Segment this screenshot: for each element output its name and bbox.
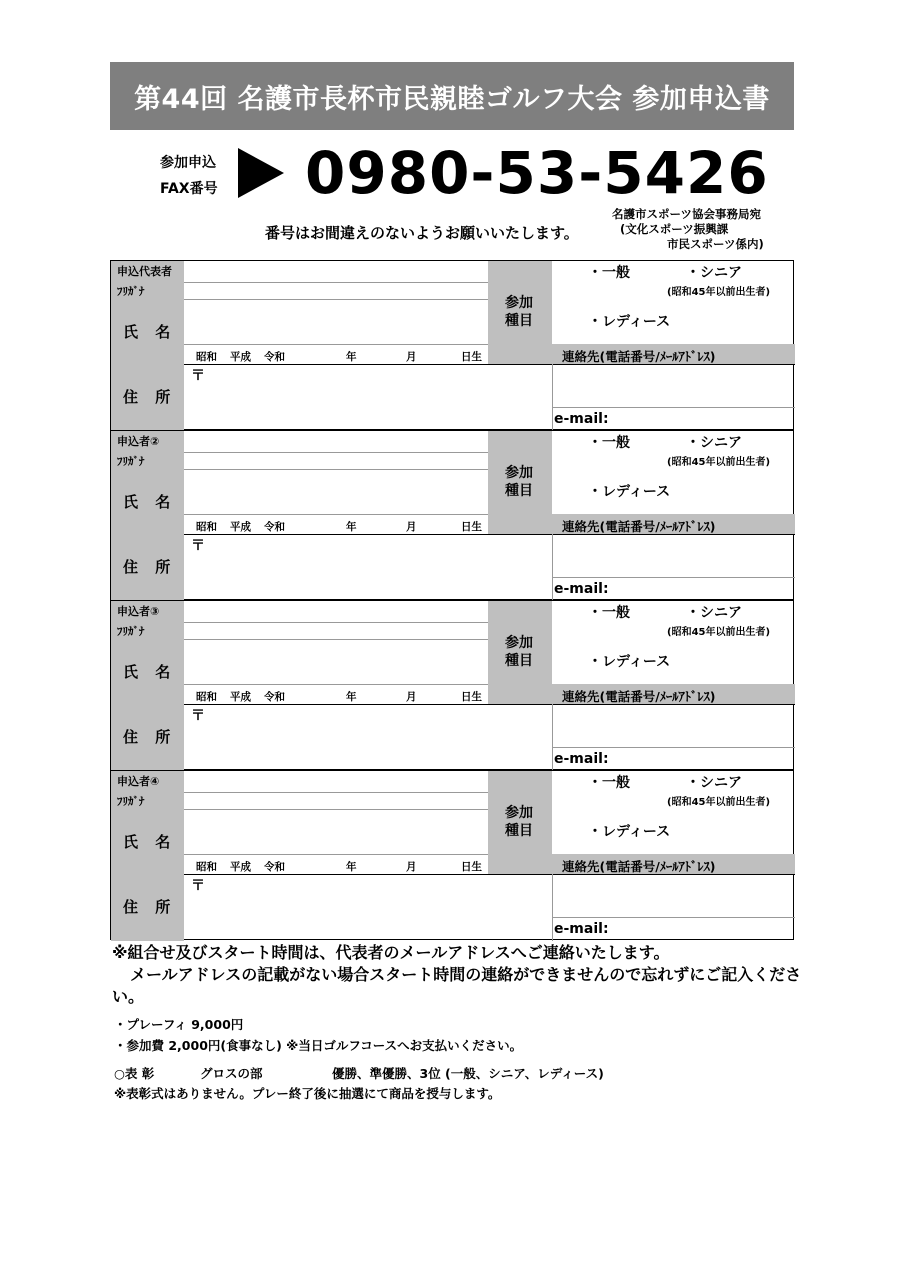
fee-play: ・プレーフィ 9,000円 <box>114 1017 244 1032</box>
birth-day-label: 日生 <box>461 861 482 873</box>
contact-label: 連絡先(電話番号/ﾒｰﾙｱﾄﾞﾚｽ) <box>552 344 795 364</box>
office-line1: 名護市スポーツ協会事務局宛 <box>612 207 762 221</box>
senior-note: (昭和45年以前出生者) <box>667 797 771 808</box>
year-label: 年 <box>346 351 357 363</box>
category-options <box>552 601 795 684</box>
era-reiwa[interactable]: 令和 <box>264 521 285 533</box>
category-options <box>552 771 795 854</box>
postal-mark: 〒 <box>191 708 205 724</box>
header-field[interactable] <box>184 601 488 622</box>
senior-note: (昭和45年以前出生者) <box>667 457 771 468</box>
email-field[interactable]: e-mail: <box>552 577 795 601</box>
category-options <box>552 431 795 514</box>
name-label: 氏 名 <box>111 469 184 534</box>
option-senior[interactable]: ・シニア <box>686 775 742 791</box>
era-reiwa[interactable]: 令和 <box>264 861 285 873</box>
option-general[interactable]: ・一般 <box>588 265 630 281</box>
postal-mark: 〒 <box>191 368 205 384</box>
category-label <box>488 601 552 704</box>
category-label-line1: 参加 <box>505 295 533 311</box>
office-address <box>612 207 764 252</box>
furigana-label: ﾌﾘｶﾞﾅ <box>111 452 184 469</box>
name-field[interactable] <box>184 809 488 854</box>
year-label: 年 <box>346 691 357 703</box>
era-reiwa[interactable]: 令和 <box>264 351 285 363</box>
option-senior[interactable]: ・シニア <box>686 605 742 621</box>
applicant-header: 申込代表者 <box>111 261 184 282</box>
category-label <box>488 771 552 874</box>
fax-label-line2: FAX番号 <box>160 181 218 197</box>
category-label-line1: 参加 <box>505 465 533 481</box>
birth-day-label: 日生 <box>461 521 482 533</box>
furigana-field[interactable] <box>184 452 488 469</box>
notice-start-time: ※組合せ及びスタート時間は、代表者のメールアドレスへご連絡いたします。 <box>112 943 670 962</box>
category-label <box>488 261 552 364</box>
birthdate-field[interactable] <box>184 854 488 875</box>
postal-mark: 〒 <box>191 878 205 894</box>
furigana-field[interactable] <box>184 792 488 809</box>
option-senior[interactable]: ・シニア <box>686 265 742 281</box>
contact-label: 連絡先(電話番号/ﾒｰﾙｱﾄﾞﾚｽ) <box>552 854 795 874</box>
era-heisei[interactable]: 平成 <box>230 351 251 363</box>
notice-email: メールアドレスの記載がない場合スタート時間の連絡ができませんので忘れずにご記入ください。 <box>112 965 802 1006</box>
birthdate-field[interactable] <box>184 684 488 705</box>
month-label: 月 <box>406 521 417 533</box>
postal-mark: 〒 <box>191 538 205 554</box>
email-field[interactable]: e-mail: <box>552 407 795 431</box>
name-label: 氏 名 <box>111 639 184 704</box>
option-ladies[interactable]: ・レディース <box>588 314 671 330</box>
email-field[interactable]: e-mail: <box>552 917 795 941</box>
address-label: 住 所 <box>111 534 184 601</box>
option-general[interactable]: ・一般 <box>588 605 630 621</box>
option-ladies[interactable]: ・レディース <box>588 824 671 840</box>
header-field[interactable] <box>184 431 488 452</box>
name-field[interactable] <box>184 639 488 684</box>
contact-label: 連絡先(電話番号/ﾒｰﾙｱﾄﾞﾚｽ) <box>552 684 795 704</box>
award-note: ※表彰式はありません。プレー終了後に抽選にて商品を授与します。 <box>114 1086 501 1101</box>
category-label-line2: 種目 <box>505 483 533 499</box>
month-label: 月 <box>406 351 417 363</box>
category-label-line2: 種目 <box>505 313 533 329</box>
category-label <box>488 431 552 534</box>
applicant-header: 申込者④ <box>111 771 184 792</box>
era-reiwa[interactable]: 令和 <box>264 691 285 703</box>
category-label-line2: 種目 <box>505 823 533 839</box>
fax-label <box>160 150 218 202</box>
senior-note: (昭和45年以前出生者) <box>667 627 771 638</box>
option-general[interactable]: ・一般 <box>588 435 630 451</box>
category-options <box>552 261 795 344</box>
page-title: 第44回 名護市長杯市民親睦ゴルフ大会 参加申込書 <box>110 62 794 130</box>
office-line3: 市民スポーツ係内) <box>667 237 764 251</box>
era-heisei[interactable]: 平成 <box>230 521 251 533</box>
fee-entry: ・参加費 2,000円(食事なし) ※当日ゴルフコースへお支払いください。 <box>114 1038 523 1053</box>
caution-text: 番号はお間違えのないようお願いいたします。 <box>265 224 579 242</box>
applicant-block-1 <box>110 260 794 430</box>
option-ladies[interactable]: ・レディース <box>588 484 671 500</box>
office-line2: (文化スポーツ振興課 <box>620 222 729 236</box>
month-label: 月 <box>406 861 417 873</box>
year-label: 年 <box>346 861 357 873</box>
award-division: グロスの部 <box>200 1066 263 1081</box>
category-label-line1: 参加 <box>505 805 533 821</box>
address-label: 住 所 <box>111 874 184 941</box>
furigana-label: ﾌﾘｶﾞﾅ <box>111 622 184 639</box>
senior-note: (昭和45年以前出生者) <box>667 287 771 298</box>
furigana-label: ﾌﾘｶﾞﾅ <box>111 282 184 299</box>
era-showa[interactable]: 昭和 <box>196 861 217 873</box>
name-label: 氏 名 <box>111 299 184 364</box>
option-general[interactable]: ・一般 <box>588 775 630 791</box>
header-field[interactable] <box>184 771 488 792</box>
address-label: 住 所 <box>111 364 184 431</box>
furigana-field[interactable] <box>184 282 488 299</box>
award-detail: 優勝、準優勝、3位 (一般、シニア、レディース) <box>332 1066 604 1081</box>
applicant-header: 申込者③ <box>111 601 184 622</box>
option-ladies[interactable]: ・レディース <box>588 654 671 670</box>
name-field[interactable] <box>184 299 488 344</box>
arrow-right-icon <box>238 148 284 198</box>
year-label: 年 <box>346 521 357 533</box>
furigana-label: ﾌﾘｶﾞﾅ <box>111 792 184 809</box>
birth-day-label: 日生 <box>461 691 482 703</box>
category-label-line2: 種目 <box>505 653 533 669</box>
era-heisei[interactable]: 平成 <box>230 861 251 873</box>
era-heisei[interactable]: 平成 <box>230 691 251 703</box>
birth-day-label: 日生 <box>461 351 482 363</box>
applicant-block-2 <box>110 430 794 600</box>
fax-label-line1: 参加申込 <box>160 155 216 171</box>
era-showa[interactable]: 昭和 <box>196 521 217 533</box>
award-info <box>114 1064 604 1082</box>
category-label-line1: 参加 <box>505 635 533 651</box>
era-showa[interactable]: 昭和 <box>196 351 217 363</box>
applicant-header: 申込者② <box>111 431 184 452</box>
fax-number: 0980-53-5426 <box>305 139 769 207</box>
header-field[interactable] <box>184 261 488 282</box>
email-field[interactable]: e-mail: <box>552 747 795 771</box>
birthdate-field[interactable] <box>184 514 488 535</box>
option-senior[interactable]: ・シニア <box>686 435 742 451</box>
birthdate-field[interactable] <box>184 344 488 365</box>
month-label: 月 <box>406 691 417 703</box>
contact-label: 連絡先(電話番号/ﾒｰﾙｱﾄﾞﾚｽ) <box>552 514 795 534</box>
applicant-block-4 <box>110 770 794 940</box>
name-field[interactable] <box>184 469 488 514</box>
name-label: 氏 名 <box>111 809 184 874</box>
furigana-field[interactable] <box>184 622 488 639</box>
applicant-block-3 <box>110 600 794 770</box>
award-label: ○表 彰 <box>114 1066 155 1081</box>
era-showa[interactable]: 昭和 <box>196 691 217 703</box>
address-label: 住 所 <box>111 704 184 771</box>
